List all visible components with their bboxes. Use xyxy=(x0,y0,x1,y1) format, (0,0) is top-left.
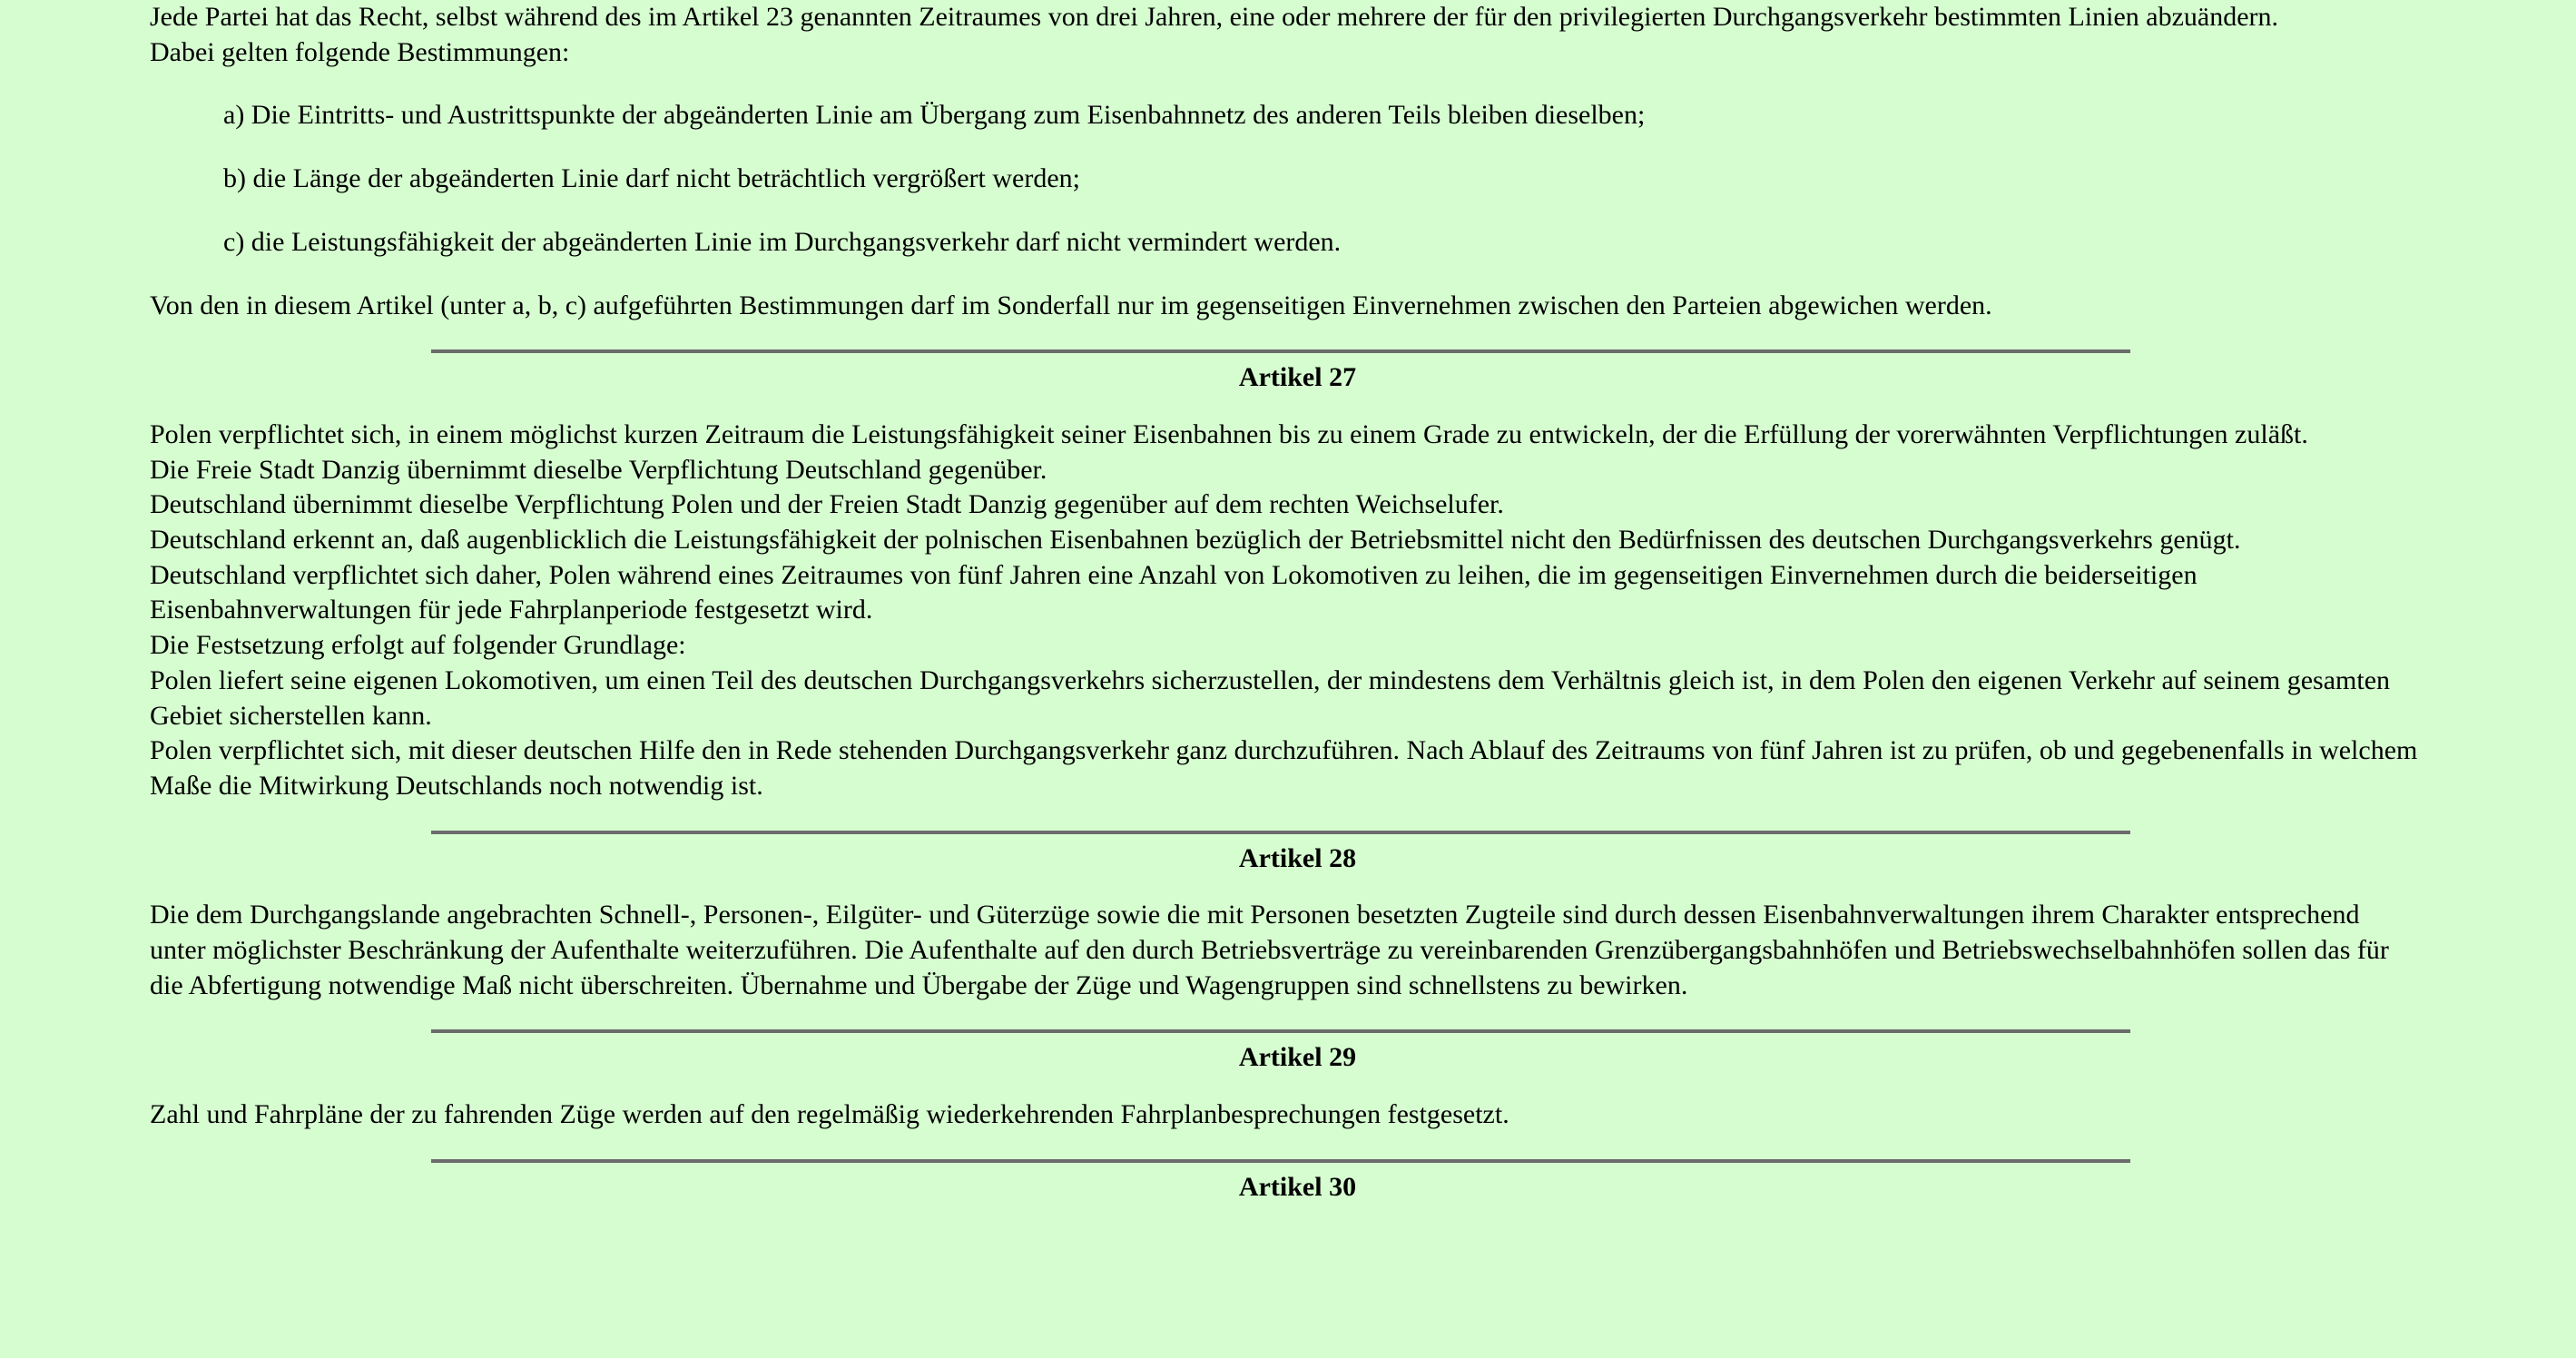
paragraph: Deutschland verpflichtet sich daher, Polen während eines Zeitraumes von fünf Jahren eine Anzahl von Lokomotiven zu leihen, die im gegenseitigen Einvernehmen durch die beiderseitigen Eisenbahnverwaltungen für jede Fahrplanperiode festgesetzt wird. xyxy=(150,559,2197,625)
article-heading: Artikel 28 xyxy=(1238,842,1357,873)
article-body xyxy=(150,1097,2418,1133)
paragraph: Jede Partei hat das Recht, selbst während des im Artikel 23 genannten Zeitraumes von drei Jahren, eine oder mehrere der für den privilegierten Durchgangsverkehr bestimmten Linien abzuändern. xyxy=(150,2,2279,32)
paragraph: Von den in diesem Artikel (unter a, b, c) aufgeführten Bestimmungen darf im Sonderfall nur im gegenseitigen Einvernehmen zwischen den Parteien abgewichen werden. xyxy=(150,290,1992,320)
section-divider xyxy=(431,831,2130,834)
paragraph: Deutschland übernimmt dieselbe Verpflichtung Polen und der Freien Stadt Danzig gegenüber auf dem rechten Weichselufer. xyxy=(150,489,1504,520)
article-body xyxy=(150,418,2418,804)
list-item: a) Die Eintritts- und Austrittspunkte der abgeänderten Linie am Übergang zum Eisenbahnnetz des anderen Teils bleiben dieselben; xyxy=(223,100,1646,131)
paragraph: Polen verpflichtet sich, mit dieser deutschen Hilfe den in Rede stehenden Durchgangsverkehr ganz durchzuführen. Nach Ablauf des Zeitraums von fünf Jahren ist zu prüfen, ob und gegebenenfalls in welchem Maße die Mitwirkung Deutschlands noch notwendig ist. xyxy=(150,735,2418,801)
article-heading: Artikel 27 xyxy=(1238,362,1357,393)
section-divider xyxy=(431,1029,2130,1033)
article-heading: Artikel 29 xyxy=(1238,1042,1357,1073)
paragraph: Zahl und Fahrpläne der zu fahrenden Züge werden auf den regelmäßig wiederkehrenden Fahrplanbesprechungen festgesetzt. xyxy=(150,1099,1509,1130)
paragraph: Polen verpflichtet sich, in einem möglichst kurzen Zeitraum die Leistungsfähigkeit seiner Eisenbahnen bis zu einem Grade zu entwickeln, der die Erfüllung der vorerwähnten Verpflichtungen zuläßt. xyxy=(150,418,2308,449)
article-heading: Artikel 30 xyxy=(1238,1171,1357,1202)
list-item: c) die Leistungsfähigkeit der abgeänderten Linie im Durchgangsverkehr darf nicht vermindert werden. xyxy=(223,226,1342,257)
section-divider xyxy=(431,1159,2130,1163)
paragraph: Polen liefert seine eigenen Lokomotiven, um einen Teil des deutschen Durchgangsverkehrs sicherzustellen, der mindestens dem Verhältnis gleich ist, in dem Polen den eigenen Verkehr auf seinem gesamten Gebiet sicherstellen kann. xyxy=(150,664,2391,731)
section-divider xyxy=(431,349,2130,353)
paragraph: Dabei gelten folgende Bestimmungen: xyxy=(150,36,570,67)
paragraph: Die Freie Stadt Danzig übernimmt dieselbe Verpflichtung Deutschland gegenüber. xyxy=(150,454,1047,485)
article-body xyxy=(150,898,2418,1003)
provision-list xyxy=(150,98,2418,260)
list-item: b) die Länge der abgeänderten Linie darf nicht beträchtlich vergrößert werden; xyxy=(223,163,1081,194)
paragraph: Deutschland erkennt an, daß augenblicklich die Leistungsfähigkeit der polnischen Eisenbahnen bezüglich der Betriebsmittel nicht den Bedürfnissen des deutschen Durchgangsverkehrs genügt. xyxy=(150,525,2241,556)
intro-section xyxy=(150,0,2418,323)
paragraph: Die dem Durchgangslande angebrachten Schnell-, Personen-, Eilgüter- und Güterzüge sowie die mit Personen besetzten Zugteile sind durch dessen Eisenbahnverwaltungen ihrem Charakter entsprechend unter möglichster Beschränkung der Aufenthalte weiterzuführen. Die Aufenthalte auf den durch Betriebsverträge zu vereinbarenden Grenzübergangsbahnhöfen und Betriebswechselbahnhöfen sollen das für die Abfertigung notwendige Maß nicht überschreiten. Übernahme und Übergabe der Züge und Wagengruppen sind schnellstens zu bewirken. xyxy=(150,900,2389,1000)
paragraph: Die Festsetzung erfolgt auf folgender Grundlage: xyxy=(150,630,686,661)
